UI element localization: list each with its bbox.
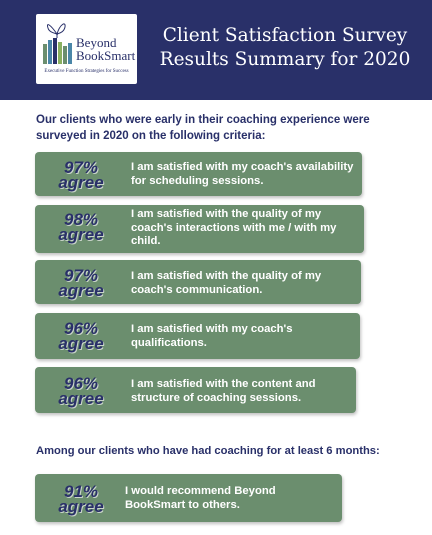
header-banner: [0, 0, 432, 100]
logo-name-line2: BookSmart: [76, 48, 136, 63]
statement-text: I am satisfied with the quality of my coach's communication.: [131, 270, 322, 296]
percent-label: 98%: [63, 210, 99, 229]
logo-name-line1: Beyond: [76, 35, 117, 50]
logo: [36, 14, 137, 84]
percent-label: 97%: [63, 158, 99, 177]
agree-label: agree: [58, 281, 104, 300]
statement-text: I am satisfied with my coach's availability for scheduling sessions.: [131, 161, 354, 187]
agree-label: agree: [58, 225, 104, 244]
agree-label: agree: [58, 497, 104, 516]
page-title: [150, 24, 420, 72]
section-heading: Among our clients who have had coaching for at least 6 months:: [36, 445, 380, 457]
result-card: [35, 367, 356, 413]
percent-label: 97%: [63, 266, 99, 285]
statement-text: I am satisfied with the quality of my coach's interactions with me / with my child.: [131, 208, 337, 247]
title-line2: Results Summary for 2020: [159, 49, 411, 70]
statement-text: I am satisfied with the content and structure of coaching sessions.: [131, 378, 316, 404]
result-card: [35, 152, 362, 196]
result-card: [35, 205, 364, 253]
percent-label: 96%: [63, 374, 99, 393]
percent-label: 91%: [63, 482, 99, 501]
agree-label: agree: [58, 334, 104, 353]
result-card: [35, 474, 342, 522]
agree-label: agree: [58, 173, 104, 192]
intro-text: Our clients who were early in their coaching experience were surveyed in 2020 on the following criteria:: [36, 114, 370, 142]
logo-tagline: Executive Function Strategies for Success: [44, 69, 129, 74]
statement-text: I would recommend Beyond BookSmart to others.: [125, 485, 276, 511]
result-card: [35, 313, 360, 359]
percent-label: 96%: [63, 319, 99, 338]
title-line1: Client Satisfaction Survey: [162, 25, 408, 46]
statement-text: I am satisfied with my coach's qualifications.: [131, 323, 293, 349]
result-card: [35, 260, 361, 304]
agree-label: agree: [58, 389, 104, 408]
